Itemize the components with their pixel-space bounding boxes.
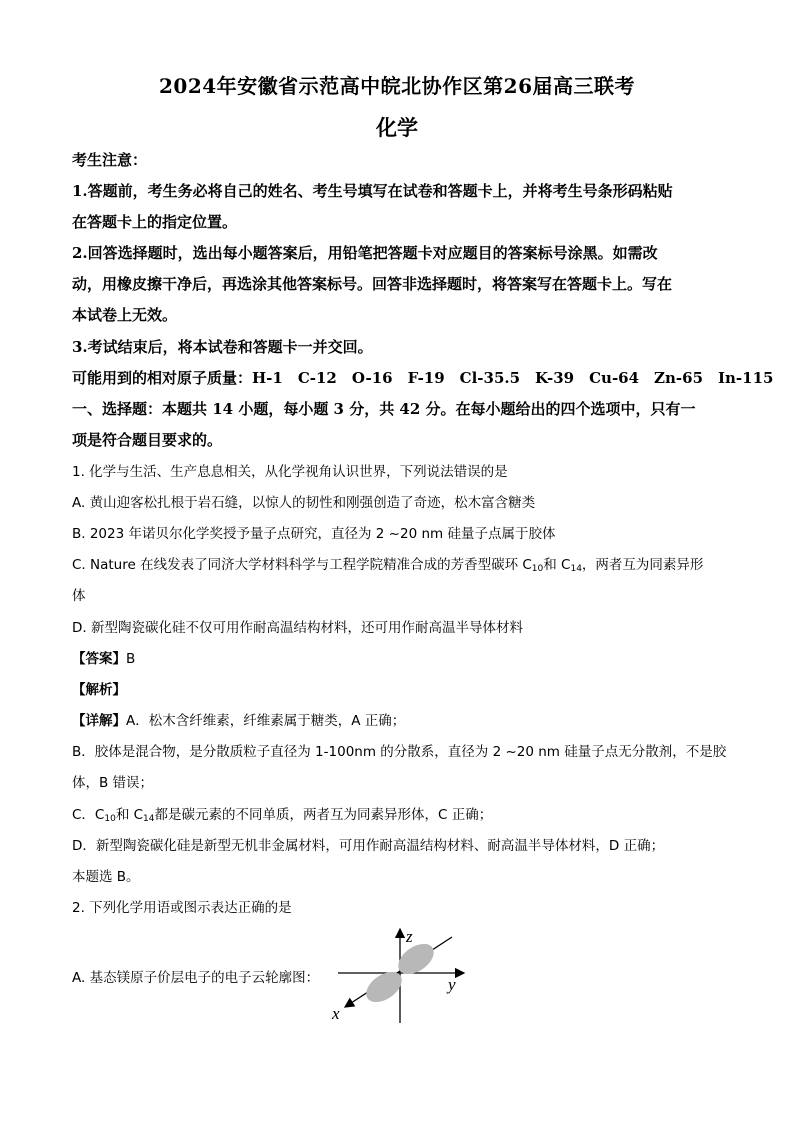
- q1-detail-d: D．新型陶瓷碳化硅是新型无机非金属材料，可用作耐高温结构材料、耐高温半导体材料，D 正确；: [72, 838, 665, 854]
- notice-item2-line2: 动，用橡皮擦干净后，再选涂其他答案标号。回答非选择题时，将答案写在答题卡上。写在: [72, 275, 673, 293]
- atomic-masses: 可能用到的相对原子质量：H-1 C-12 O-16 F-19 Cl-35.5 K-39 Cu-64 Zn-65 In-115: [72, 369, 774, 387]
- q1-stem: 1. 化学与生活、生产息息相关，从化学视角认识世界，下列说法错误的是: [72, 464, 508, 480]
- notice-item1-line2: 在答题卡上的指定位置。: [72, 213, 238, 231]
- q1-detail-b-line1: B．胶体是混合物，是分散质粒子直径为 1-100nm 的分散系，直径为 2 ~20 nm 硅量子点无分散剂，不是胶: [72, 744, 727, 760]
- notice-item1-line1: 1.答题前，考生务必将自己的姓名、考生号填写在试卷和答题卡上，并将考生号条形码粘贴: [72, 182, 673, 200]
- section1-heading-line1: 一、选择题：本题共 14 小题，每小题 3 分，共 42 分。在每小题给出的四个选项中，只有一: [72, 400, 696, 418]
- answer-value: B: [126, 651, 136, 667]
- q1-detail-a: 【详解】A．松木含纤维素，纤维素属于糖类，A 正确；: [72, 713, 406, 729]
- notice-heading: 考生注意：: [72, 151, 148, 169]
- z-axis-label: z: [406, 927, 413, 946]
- q1-option-c: C. Nature 在线发表了同济大学材料科学与工程学院精准合成的芳香型碳环 $C_{10}$和 $C_{14}$，两者互为同素异形: [72, 557, 704, 574]
- q1-option-d: D. 新型陶瓷碳化硅不仅可用作耐高温结构材料，还可用作耐高温半导体材料: [72, 620, 523, 636]
- notice-item2-line3: 本试卷上无效。: [72, 306, 178, 324]
- detail-label: 【详解】: [72, 713, 126, 729]
- q1-detail-b-line2: 体，B 错误；: [72, 775, 154, 791]
- y-axis-label: y: [448, 975, 456, 994]
- q1-option-c-line2: 体: [72, 588, 86, 604]
- q1-detail-c: C．$C_{10}$和 $C_{14}$都是碳元素的不同单质，两者互为同素异形体，C 正确；: [72, 807, 493, 824]
- x-axis: [345, 937, 452, 1007]
- notice-item2-line1: 2.回答选择题时，选出每小题答案后，用铅笔把答题卡对应题目的答案标号涂黑。如需改: [72, 244, 658, 262]
- subject-title: 化学: [376, 115, 418, 140]
- exam-title: 2024年安徽省示范高中皖北协作区第26届高三联考: [159, 74, 635, 98]
- q1-analysis-label: 【解析】: [72, 682, 126, 698]
- q1-option-a: A. 黄山迎客松扎根于岩石缝，以惊人的韧性和刚强创造了奇迹，松木富含糖类: [72, 495, 536, 511]
- notice-item3: 3.考试结束后，将本试卷和答题卡一并交回。: [72, 338, 373, 356]
- q1-conclusion: 本题选 B。: [72, 869, 140, 885]
- section1-heading-line2: 项是符合题目要求的。: [72, 431, 223, 449]
- q2-option-a: A. 基态镁原子价层电子的电子云轮廓图：: [72, 970, 320, 986]
- answer-label: 【答案】: [72, 651, 126, 667]
- q1-answer: [72, 649, 722, 669]
- q2-stem: 2. 下列化学用语或图示表达正确的是: [72, 900, 292, 916]
- q1-option-b: B. 2023 年诺贝尔化学奖授予量子点研究，直径为 2 ~20 nm 硅量子点属于胶体: [72, 526, 556, 542]
- p-orbital-diagram: [330, 925, 470, 1025]
- x-axis-label: x: [332, 1004, 340, 1023]
